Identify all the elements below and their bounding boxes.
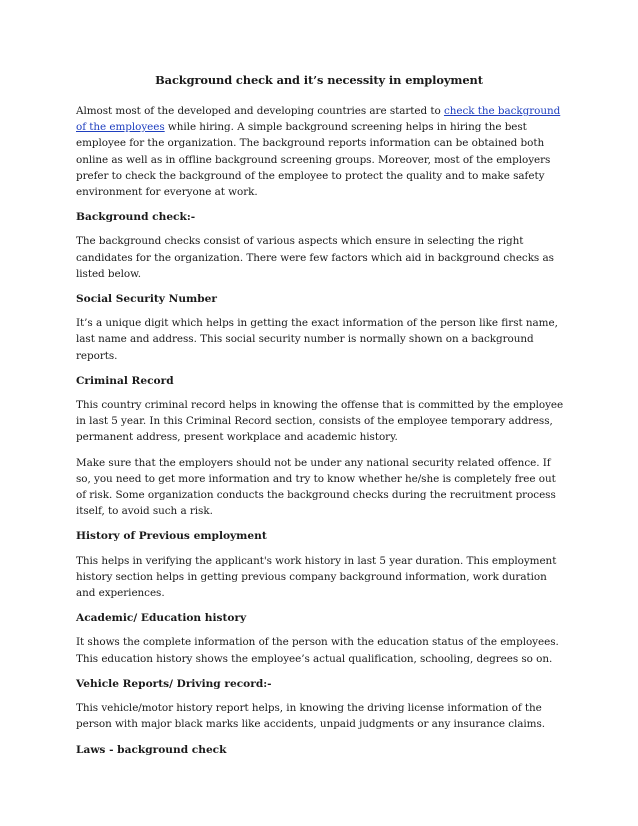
section-heading-background-check: Background check:- bbox=[76, 211, 196, 224]
section-paragraph: This vehicle/motor history report helps, in knowing the driving license information of the person with major black marks like accidents, unpaid judgments or any insurance claims. bbox=[76, 702, 546, 731]
section-heading-laws: Laws - background check bbox=[76, 743, 227, 756]
section-heading-previous-employment: History of Previous employment bbox=[76, 530, 267, 543]
section-paragraph: Make sure that the employers should not be under any national security related offence. If so, you need to get more information and try to know whether he/she is completely free out of risk. Some organization conducts the background checks during the recruitment process itself, to avoid such a risk. bbox=[76, 456, 556, 518]
section-paragraph: It’s a unique digit which helps in getting the exact information of the person like first name, last name and address. This social security number is normally shown on a background reports. bbox=[76, 317, 558, 362]
section-heading-social-security-number: Social Security Number bbox=[76, 293, 217, 306]
background-check-link[interactable]: check the background of the employees bbox=[76, 105, 561, 134]
section-paragraph: It shows the complete information of the person with the education status of the employees. This education history shows the employee’s actual qualification, schooling, degrees so on. bbox=[76, 636, 559, 665]
section-paragraph: This helps in verifying the applicant's work history in last 5 year duration. This employment history section helps in getting previous company background information, work duration and experiences. bbox=[76, 554, 557, 600]
section-heading-criminal-record: Criminal Record bbox=[76, 374, 174, 387]
intro-paragraph bbox=[76, 103, 564, 200]
document-title: Background check and it’s necessity in employment bbox=[155, 73, 483, 87]
intro-text-before-link: Almost most of the developed and developing countries are started to bbox=[76, 105, 444, 117]
intro-text-after-link: while hiring. A simple background screening helps in hiring the best employee for the organization. The background reports information can be obtained both online as well as in offline background screening groups. Moreover, most of the employers prefer to check the background of the employee to protect the quality and to make safety environment for everyone at work. bbox=[76, 121, 551, 199]
section-heading-education-history: Academic/ Education history bbox=[76, 612, 247, 625]
section-paragraph: The background checks consist of various aspects which ensure in selecting the right candidates for the organization. There were few factors which aid in background checks as listed below. bbox=[76, 235, 554, 280]
section-paragraph: This country criminal record helps in knowing the offense that is committed by the employee in last 5 year. In this Criminal Record section, consists of the employee temporary address, permanent address, present workplace and academic history. bbox=[76, 399, 564, 444]
section-heading-driving-record: Vehicle Reports/ Driving record:- bbox=[76, 677, 272, 690]
document-body bbox=[76, 103, 564, 766]
